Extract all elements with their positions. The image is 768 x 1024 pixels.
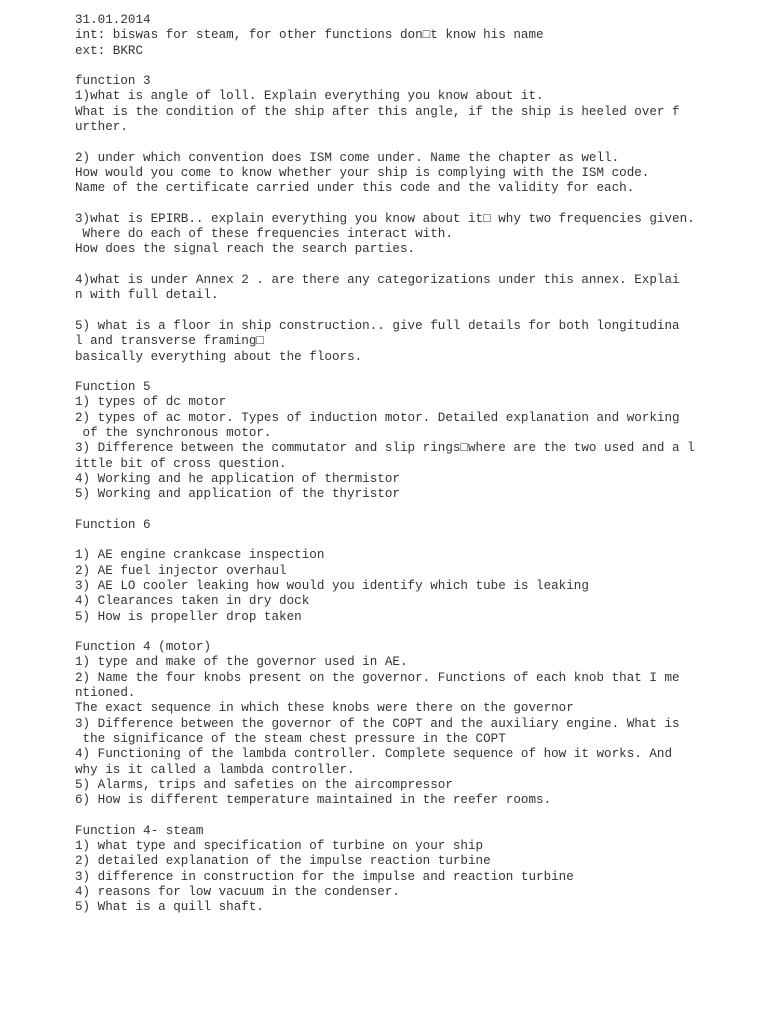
text-line: 4) Clearances taken in dry dock: [75, 594, 310, 609]
blank-line: [75, 59, 755, 74]
text-line: Function 4- steam: [75, 823, 204, 838]
text-line: function 3: [75, 74, 151, 89]
text-line: basically everything about the floors.: [75, 349, 363, 364]
text-line: How would you come to know whether your ship is complying with the ISM code.: [75, 165, 650, 180]
text-line: 1) AE engine crankcase inspection: [75, 548, 325, 563]
text-line: Function 4 (motor): [75, 640, 212, 655]
text-line: 3) AE LO cooler leaking how would you identify which tube is leaking: [75, 578, 589, 593]
text-line: 2) Name the four knobs present on the governor. Functions of each knob that I me: [75, 670, 680, 685]
text-line: 3)what is EPIRB.. explain everything you know about it□ why two frequencies given.: [75, 211, 695, 226]
text-line: 4) Functioning of the lambda controller. Complete sequence of how it works. And: [75, 747, 673, 762]
text-line: of the synchronous motor.: [75, 426, 272, 441]
text-line: 2) under which convention does ISM come under. Name the chapter as well.: [75, 150, 620, 165]
blank-line: [75, 135, 755, 150]
text-line: int: biswas for steam, for other functions don□t know his name: [75, 28, 544, 43]
text-line: 5) What is a quill shaft.: [75, 900, 264, 915]
text-line: l and transverse framing□: [75, 334, 264, 349]
text-line: Function 5: [75, 380, 151, 395]
text-line: How does the signal reach the search parties.: [75, 242, 416, 257]
text-line: ntioned.: [75, 686, 136, 701]
text-line: the significance of the steam chest pressure in the COPT: [75, 731, 506, 746]
text-line: 1) type and make of the governor used in AE.: [75, 655, 408, 670]
blank-line: [75, 258, 755, 273]
text-line: 3) Difference between the commutator and slip rings□where are the two used and a l: [75, 441, 695, 456]
text-line: 2) AE fuel injector overhaul: [75, 563, 287, 578]
blank-line: [75, 808, 755, 823]
text-line: 5) what is a floor in ship construction.. give full details for both longitudina: [75, 318, 680, 333]
blank-line: [75, 625, 755, 640]
blank-line: [75, 304, 755, 319]
text-line: Where do each of these frequencies interact with.: [75, 227, 453, 242]
text-line: why is it called a lambda controller.: [75, 762, 355, 777]
text-line: What is the condition of the ship after this angle, if the ship is heeled over f: [75, 104, 680, 119]
blank-line: [75, 503, 755, 518]
text-line: 6) How is different temperature maintained in the reefer rooms.: [75, 793, 552, 808]
text-line: 4)what is under Annex 2 . are there any categorizations under this annex. Explai: [75, 273, 680, 288]
blank-line: [75, 365, 755, 380]
text-line: ext: BKRC: [75, 43, 144, 58]
blank-line: [75, 197, 755, 212]
text-line: Name of the certificate carried under this code and the validity for each.: [75, 181, 635, 196]
text-line: 4) Working and he application of thermistor: [75, 471, 400, 486]
text-line: 1) types of dc motor: [75, 395, 227, 410]
blank-line: [75, 533, 755, 548]
text-line: 3) difference in construction for the impulse and reaction turbine: [75, 869, 574, 884]
text-line: 2) types of ac motor. Types of induction motor. Detailed explanation and working: [75, 410, 680, 425]
text-line: urther.: [75, 120, 128, 135]
text-line: n with full detail.: [75, 288, 219, 303]
text-line: 5) Alarms, trips and safeties on the aircompressor: [75, 777, 453, 792]
text-line: ittle bit of cross question.: [75, 456, 287, 471]
text-line: 5) How is propeller drop taken: [75, 609, 302, 624]
text-line: 2) detailed explanation of the impulse reaction turbine: [75, 854, 491, 869]
document-page: [75, 13, 755, 916]
text-line: 1)what is angle of loll. Explain everything you know about it.: [75, 89, 544, 104]
text-line: 1) what type and specification of turbine on your ship: [75, 839, 484, 854]
text-line: 5) Working and application of the thyristor: [75, 487, 400, 502]
text-line: The exact sequence in which these knobs were there on the governor: [75, 701, 574, 716]
text-line: 3) Difference between the governor of the COPT and the auxiliary engine. What is: [75, 716, 680, 731]
text-line: Function 6: [75, 517, 151, 532]
text-line: 31.01.2014: [75, 13, 151, 27]
text-line: 4) reasons for low vacuum in the condenser.: [75, 884, 400, 899]
